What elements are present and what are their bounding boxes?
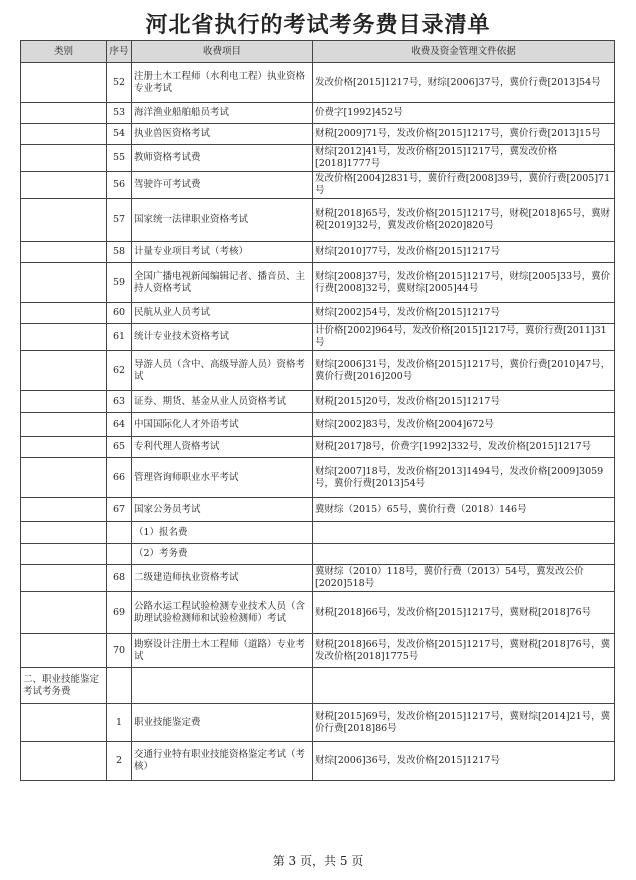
row-number: 67 — [107, 498, 132, 522]
row-basis: 计价格[2002]964号，发改价格[2015]1217号，冀价行费[2011]31号 — [313, 324, 615, 351]
table-row — [21, 124, 615, 145]
row-item: 导游人员（含中、高级导游人员）资格考试 — [132, 351, 313, 391]
row-category — [21, 145, 107, 172]
row-item: 教师资格考试费 — [132, 145, 313, 172]
row-number: 66 — [107, 458, 132, 498]
table-row — [21, 303, 615, 324]
table-row — [21, 63, 615, 103]
row-number: 1 — [107, 704, 132, 742]
row-basis: 财税[2015]69号，发改价格[2015]1217号，冀财综[2014]21号，冀价行费[2018]86号 — [313, 704, 615, 742]
row-number: 2 — [107, 742, 132, 781]
row-basis: 财税[2015]20号，发改价格[2015]1217号 — [313, 391, 615, 413]
row-basis: 财税[2009]71号，发改价格[2015]1217号，冀价行费[2013]15号 — [313, 124, 615, 145]
page-title: 河北省执行的考试考务费目录清单 — [145, 13, 491, 38]
table-header-row — [21, 41, 615, 63]
row-category — [21, 351, 107, 391]
row-number: 63 — [107, 391, 132, 413]
row-category — [21, 391, 107, 413]
row-basis — [313, 544, 615, 565]
table-row — [21, 199, 615, 242]
row-item: 注册土木工程师（水利电工程）执业资格专业考试 — [132, 63, 313, 103]
row-basis: 财综[2002]83号，发改价格[2004]672号 — [313, 413, 615, 437]
table-row — [21, 437, 615, 458]
row-number: 62 — [107, 351, 132, 391]
row-number: 65 — [107, 437, 132, 458]
row-item: 专利代理人资格考试 — [132, 437, 313, 458]
row-category — [21, 199, 107, 242]
table-row — [21, 145, 615, 172]
row-item: 证券、期货、基金从业人员资格考试 — [132, 391, 313, 413]
row-item: 民航从业人员考试 — [132, 303, 313, 324]
row-number: 53 — [107, 103, 132, 124]
row-number: 57 — [107, 199, 132, 242]
row-number: 70 — [107, 634, 132, 668]
row-item: 执业兽医资格考试 — [132, 124, 313, 145]
row-item: （2）考务费 — [132, 544, 313, 565]
row-number: 54 — [107, 124, 132, 145]
header-number: 序号 — [107, 41, 132, 63]
row-category — [21, 103, 107, 124]
table-row — [21, 498, 615, 522]
header-basis: 收费及资金管理文件依据 — [313, 41, 615, 63]
row-category — [21, 592, 107, 634]
row-item: 公路水运工程试验检测专业技术人员（含助理试验检测师和试验检测师）考试 — [132, 592, 313, 634]
row-category — [21, 242, 107, 263]
row-item: 中国国际化人才外语考试 — [132, 413, 313, 437]
row-category — [21, 63, 107, 103]
table-row — [21, 458, 615, 498]
row-basis: 冀财综（2010）118号，冀价行费（2013）54号，冀发改公价[2020]518号 — [313, 565, 615, 592]
row-item — [132, 668, 313, 704]
row-category — [21, 565, 107, 592]
row-basis — [313, 668, 615, 704]
table-row — [21, 565, 615, 592]
row-basis: 财综[2002]54号，发改价格[2015]1217号 — [313, 303, 615, 324]
row-category — [21, 742, 107, 781]
table-row — [21, 522, 615, 544]
row-basis: 财综[2006]36号，发改价格[2015]1217号 — [313, 742, 615, 781]
row-category — [21, 303, 107, 324]
row-basis: 价费字[1992]452号 — [313, 103, 615, 124]
table-row — [21, 242, 615, 263]
table-row — [21, 263, 615, 303]
row-item: 全国广播电视新闻编辑记者、播音员、主持人资格考试 — [132, 263, 313, 303]
row-basis: 冀财综（2015）65号，冀价行费（2018）146号 — [313, 498, 615, 522]
row-item: 勘察设计注册土木工程师（道路）专业考试 — [132, 634, 313, 668]
row-basis: 财综[2007]18号，发改价格[2013]1494号，发改价格[2009]3059号，冀价行费[2013]54号 — [313, 458, 615, 498]
row-item: 管理咨询师职业水平考试 — [132, 458, 313, 498]
row-basis: 财税[2018]65号，发改价格[2015]1217号，财税[2018]65号，冀财税[2019]32号，冀发改价格[2020]820号 — [313, 199, 615, 242]
table-row — [21, 172, 615, 199]
row-basis: 发改价格[2015]1217号，财综[2006]37号，冀价行费[2013]54号 — [313, 63, 615, 103]
row-item: 职业技能鉴定费 — [132, 704, 313, 742]
row-category — [21, 413, 107, 437]
row-number — [107, 668, 132, 704]
row-item: （1）报名费 — [132, 522, 313, 544]
row-number: 56 — [107, 172, 132, 199]
row-category — [21, 324, 107, 351]
table-row — [21, 742, 615, 781]
row-item: 国家统一法律职业资格考试 — [132, 199, 313, 242]
header-category: 类别 — [21, 41, 107, 63]
row-number: 55 — [107, 145, 132, 172]
row-number: 68 — [107, 565, 132, 592]
row-basis — [313, 522, 615, 544]
row-basis: 财综[2006]31号，发改价格[2015]1217号，冀价行费[2010]47号，冀价行费[2016]200号 — [313, 351, 615, 391]
row-number — [107, 522, 132, 544]
table-row — [21, 592, 615, 634]
row-item: 统计专业技术资格考试 — [132, 324, 313, 351]
row-basis: 财综[2010]77号，发改价格[2015]1217号 — [313, 242, 615, 263]
row-basis: 财综[2012]41号，发改价格[2015]1217号，冀发改价格[2018]1777号 — [313, 145, 615, 172]
table-row — [21, 413, 615, 437]
table-row — [21, 544, 615, 565]
row-category — [21, 498, 107, 522]
row-category — [21, 634, 107, 668]
table-row — [21, 324, 615, 351]
table-row — [21, 351, 615, 391]
row-basis: 财税[2018]66号，发改价格[2015]1217号，冀财税[2018]76号 — [313, 592, 615, 634]
row-category — [21, 172, 107, 199]
row-number: 61 — [107, 324, 132, 351]
row-item: 交通行业特有职业技能资格鉴定考试（考核） — [132, 742, 313, 781]
page-footer: 第 3 页，共 5 页 — [272, 854, 364, 868]
row-item: 计量专业项目考试（考核） — [132, 242, 313, 263]
table-row — [21, 103, 615, 124]
row-basis: 财税[2017]8号，价费字[1992]332号，发改价格[2015]1217号 — [313, 437, 615, 458]
row-category — [21, 263, 107, 303]
row-category — [21, 437, 107, 458]
table-row — [21, 634, 615, 668]
row-category — [21, 544, 107, 565]
row-category: 二、职业技能鉴定考试考务费 — [21, 668, 107, 704]
row-category — [21, 704, 107, 742]
row-item: 二级建造师执业资格考试 — [132, 565, 313, 592]
row-number: 60 — [107, 303, 132, 324]
row-item: 国家公务员考试 — [132, 498, 313, 522]
row-number — [107, 544, 132, 565]
row-item: 海洋渔业船舶船员考试 — [132, 103, 313, 124]
header-item: 收费项目 — [132, 41, 313, 63]
row-basis: 财综[2008]37号，发改价格[2015]1217号，财综[2005]33号，冀价行费[2008]32号，冀财综[2005]44号 — [313, 263, 615, 303]
row-category — [21, 522, 107, 544]
row-number: 58 — [107, 242, 132, 263]
row-category — [21, 458, 107, 498]
row-basis: 发改价格[2004]2831号，冀价行费[2008]39号，冀价行费[2005]71号 — [313, 172, 615, 199]
row-number: 52 — [107, 63, 132, 103]
row-number: 59 — [107, 263, 132, 303]
table-row — [21, 704, 615, 742]
row-number: 64 — [107, 413, 132, 437]
table-row — [21, 668, 615, 704]
row-item: 驾驶许可考试费 — [132, 172, 313, 199]
row-category — [21, 124, 107, 145]
row-basis: 财税[2018]66号，发改价格[2015]1217号，冀财税[2018]76号，冀发改价格[2018]1775号 — [313, 634, 615, 668]
fee-table — [20, 40, 615, 781]
table-row — [21, 391, 615, 413]
row-number: 69 — [107, 592, 132, 634]
